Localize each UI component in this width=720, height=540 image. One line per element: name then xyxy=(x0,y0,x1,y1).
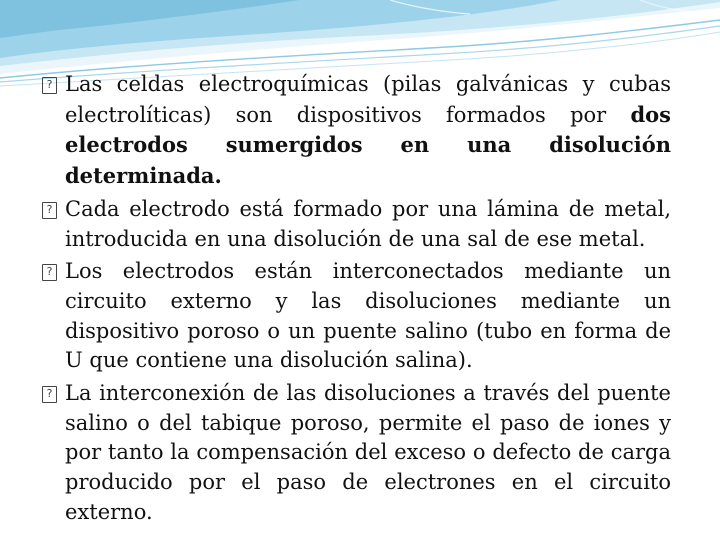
missing-glyph-bullet-icon xyxy=(42,264,57,281)
missing-glyph-bullet-icon xyxy=(42,386,57,403)
slide-content xyxy=(42,70,671,531)
bullet-4-text: La interconexión de las disoluciones a través del puente salino o del tabique poroso, permite el paso de iones y por tanto la compensación del exceso o defecto de carga producido por el paso de electrones en el circuito externo. xyxy=(65,381,671,524)
bullet-item-4 xyxy=(42,379,671,528)
bullet-2-text: Cada electrodo está formado por una lámina de metal, introducida en una disolución de una sal de ese metal. xyxy=(65,196,671,251)
missing-glyph-bullet-icon xyxy=(42,202,57,219)
bullet-item-1 xyxy=(42,70,671,192)
bullet-1-bold-text: dos electrodos sumergidos en una disolución determinada. xyxy=(65,101,671,189)
bullet-3-text: Los electrodos están interconectados mediante un circuito externo y las disoluciones mediante un dispositivo poroso o un puente salino (tubo en forma de U que contiene una disolución salina). xyxy=(65,259,671,373)
missing-glyph-bullet-icon xyxy=(42,77,57,94)
bullet-item-2 xyxy=(42,195,671,254)
bullet-item-3 xyxy=(42,257,671,376)
bullet-1-text: Las celdas electroquímicas (pilas galvánicas y cubas electrolíticas) son dispositivos formados por xyxy=(65,72,671,127)
